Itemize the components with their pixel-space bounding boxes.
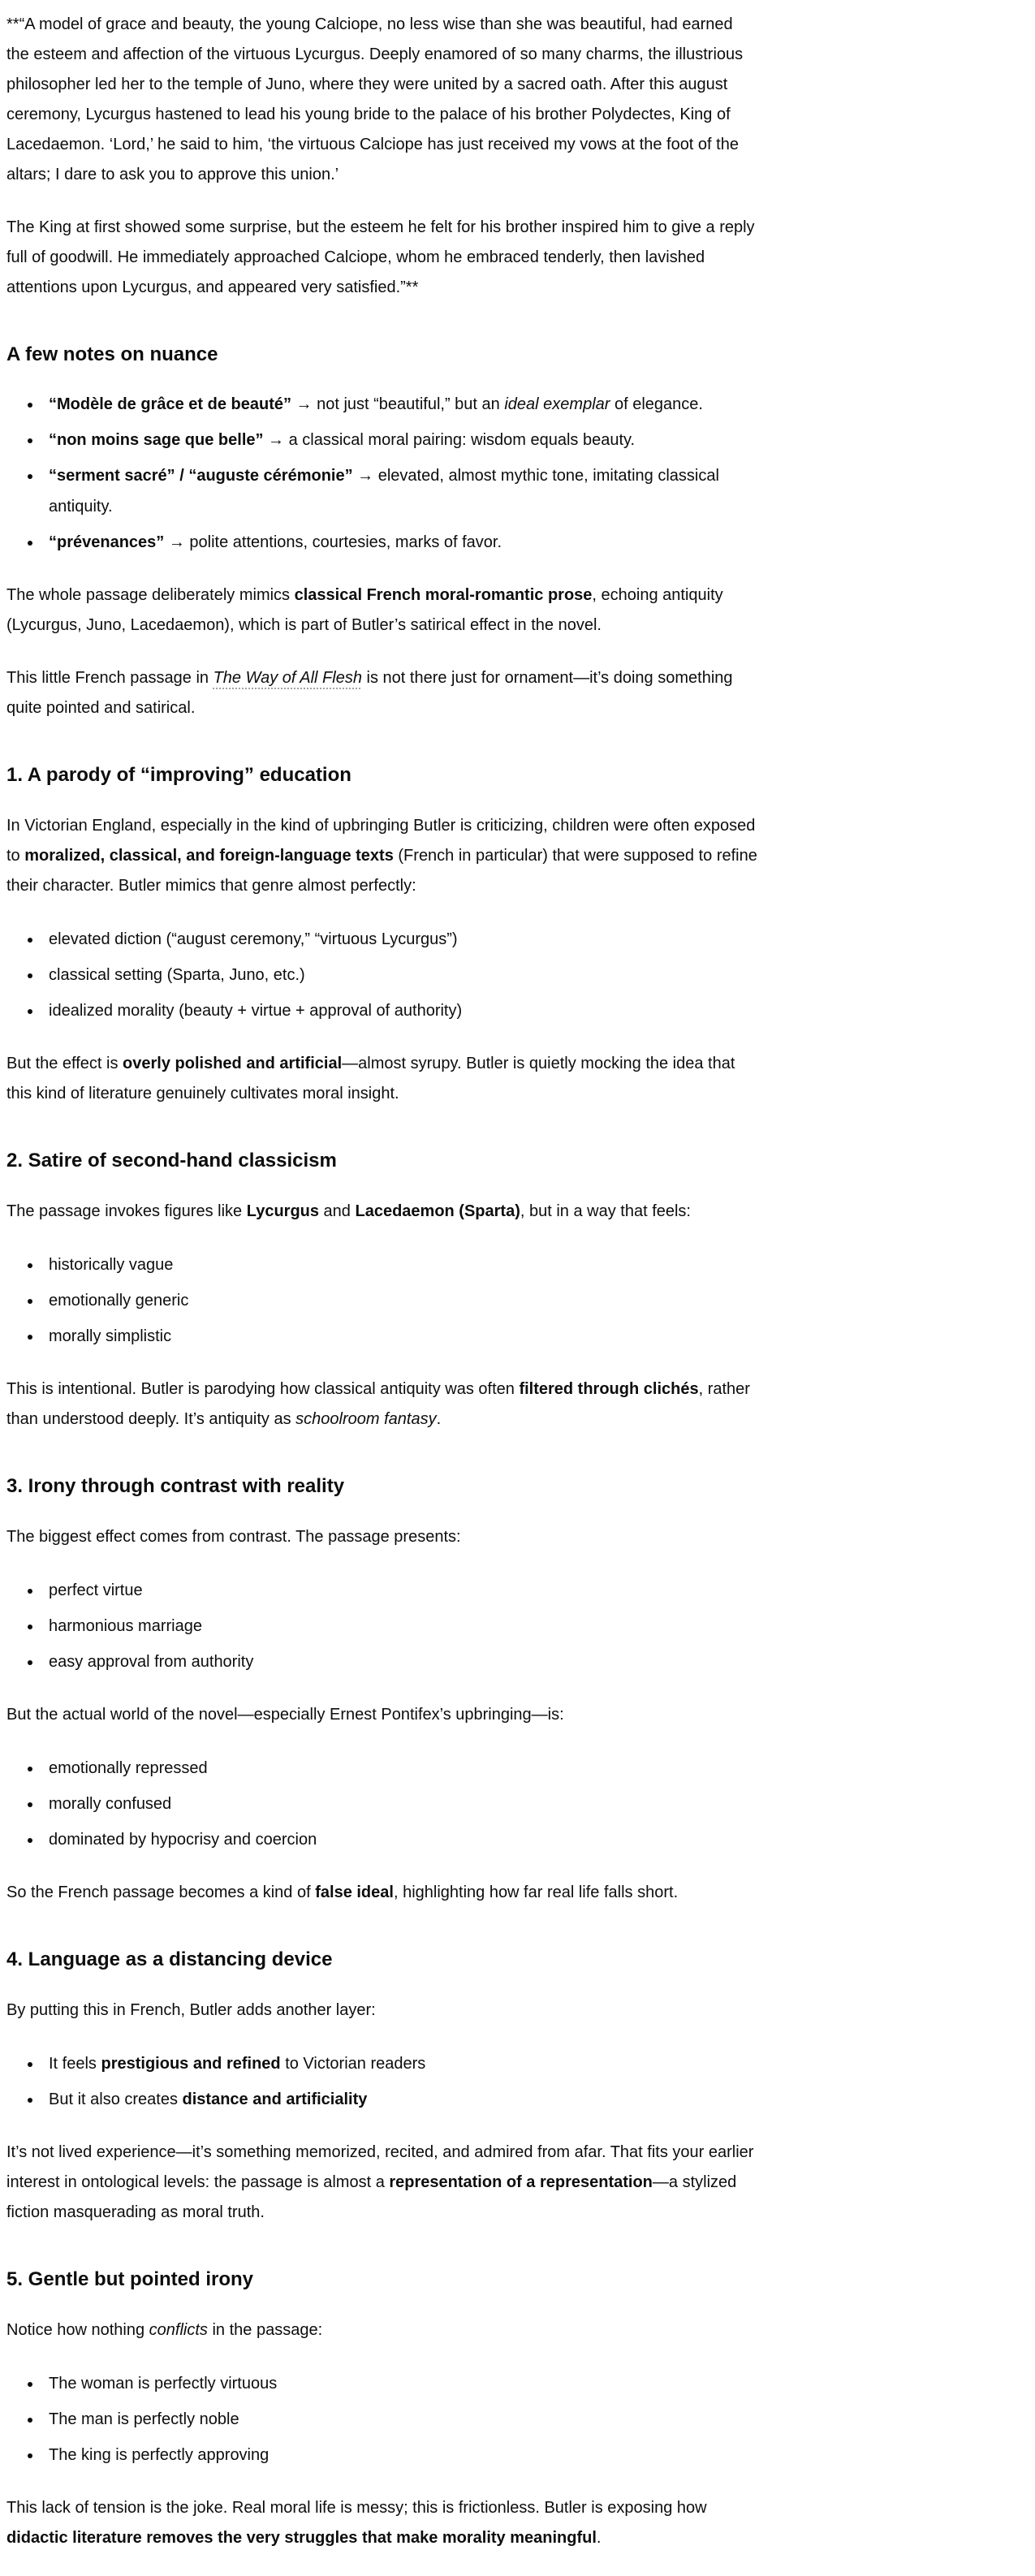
text-segment: conflicts (149, 2321, 208, 2339)
text-segment: (French in particular) that were supposed to refine their character. Butler mimics that genre almost perfectly: (6, 847, 757, 895)
text-segment: “prévenances” (49, 533, 165, 551)
text-segment: elevated diction (“august ceremony,” “virtuous Lycurgus”) (49, 930, 458, 948)
list-item (42, 2440, 758, 2470)
text-segment: “Modèle de grâce et de beauté” (49, 395, 291, 413)
text-segment: emotionally generic (49, 1292, 189, 1310)
list-item (42, 1753, 758, 1784)
text-segment: The whole passage deliberately mimics (6, 586, 295, 604)
list-item (42, 2048, 758, 2079)
section-5-heading: 5. Gentle but pointed irony (6, 2268, 254, 2290)
text-segment: idealized morality (beauty + virtue + approval of authority) (49, 1002, 463, 1020)
text-segment: moralized, classical, and foreign-language texts (24, 847, 394, 865)
text-segment: This little French passage in (6, 669, 213, 687)
text-segment: The King at first showed some surprise, but the esteem he felt for his brother inspired him to give a reply full of goodwill. He immediately approached Calciope, whom he embraced tenderly, then lavished attentions upon Lycurgus, and appeared very satisfied.”** (6, 218, 755, 296)
text-segment: , echoing antiquity (Lycurgus, Juno, Lacedaemon), which is part of Butler’s satirical effect in the novel. (6, 586, 723, 634)
text-segment: historically vague (49, 1256, 174, 1274)
text-segment: It feels (49, 2055, 101, 2073)
text-segment: But the effect is (6, 1055, 123, 1072)
list-item (42, 995, 758, 1026)
section-2-heading: 2. Satire of second-hand classicism (6, 1150, 337, 1171)
text-segment: → not just “beautiful,” but an (291, 395, 505, 413)
text-segment: classical French moral-romantic prose (294, 586, 593, 604)
section-5-list (6, 2368, 758, 2470)
section-1-list (6, 924, 758, 1026)
notes-summary-paragraph (6, 580, 758, 641)
text-segment: prestigious and refined (101, 2055, 281, 2073)
section-3-lead2-paragraph (6, 1700, 758, 1730)
section-4-list (6, 2048, 758, 2115)
text-segment: , rather than understood deeply. It’s antiquity as (6, 1380, 750, 1428)
text-segment: false ideal (315, 1883, 394, 1901)
section-3-list-ideal (6, 1575, 758, 1677)
text-segment: , but in a way that feels: (520, 1202, 691, 1220)
section-4-heading: 4. Language as a distancing device (6, 1948, 333, 1970)
text-segment: of elegance. (610, 395, 703, 413)
text-segment: Lycurgus (246, 1202, 319, 1220)
section-3-heading: 3. Irony through contrast with reality (6, 1475, 345, 1497)
text-segment: morally confused (49, 1795, 172, 1813)
text-segment: and (319, 1202, 356, 1220)
notes-heading: A few notes on nuance (6, 343, 218, 365)
text-segment: Lacedaemon (Sparta) (355, 1202, 520, 1220)
text-segment: —a stylized fiction masquerading as moral truth. (6, 2173, 737, 2221)
text-segment: → a classical moral pairing: wisdom equals beauty. (263, 431, 636, 449)
text-segment: It’s not lived experience—it’s something memorized, recited, and admired from afar. That fits your earlier interest in ontological levels: the passage is almost a (6, 2143, 754, 2191)
text-segment: **“A model of grace and beauty, the young Calciope, no less wise than she was beautiful, had earned the esteem and affection of the virtuous Lycurgus. Deeply enamored of so many charms, the illustrious philosopher led her to the temple of Juno, where they were united by a sacred oath. After this august ceremony, Lycurgus hastened to lead his young bride to the palace of his brother Polydectes, King of Lacedaemon. ‘Lord,’ he said to him, ‘the virtuous Calciope has just received my vows at the foot of the altars; I dare to ask you to approve this union.’ (6, 15, 744, 183)
text-segment: perfect virtue (49, 1581, 143, 1599)
text-segment: . (596, 2529, 602, 2547)
text-segment: emotionally repressed (49, 1759, 208, 1777)
text-segment: in the passage: (207, 2321, 323, 2339)
text-segment: → elevated, almost mythic tone, imitating classical antiquity. (49, 467, 719, 516)
list-item (42, 1575, 758, 1606)
translation-quote-paragraph-2 (6, 213, 758, 303)
text-segment: easy approval from authority (49, 1653, 254, 1671)
text-segment: filtered through clichés (519, 1380, 699, 1398)
list-item (42, 960, 758, 990)
text-segment: dominated by hypocrisy and coercion (49, 1831, 317, 1849)
list-item (42, 924, 758, 955)
list-item (42, 1321, 758, 1352)
list-item (42, 460, 758, 522)
section-5-conclusion-paragraph (6, 2493, 758, 2553)
text-segment: —almost syrupy. Butler is quietly mocking the idea that this kind of literature genuinely cultivates moral insight. (6, 1055, 735, 1102)
text-segment: schoolroom fantasy (295, 1410, 437, 1428)
analysis-intro-paragraph (6, 663, 758, 723)
text-segment: to Victorian readers (280, 2055, 426, 2073)
text-segment: harmonious marriage (49, 1617, 202, 1635)
text-segment: The man is perfectly noble (49, 2410, 239, 2428)
section-1-lead-paragraph (6, 811, 758, 901)
text-segment: The passage invokes figures like (6, 1202, 247, 1220)
nuance-notes-list (6, 389, 758, 558)
section-3-list-reality (6, 1753, 758, 1855)
list-item (42, 1824, 758, 1855)
section-4-lead-paragraph (6, 1996, 758, 2026)
text-segment: morally simplistic (49, 1327, 172, 1345)
text-segment: But the actual world of the novel—especially Ernest Pontifex’s upbringing—is: (6, 1706, 564, 1724)
section-3-conclusion-paragraph (6, 1878, 758, 1908)
list-item (42, 527, 758, 558)
list-item (42, 1249, 758, 1280)
text-segment: The woman is perfectly virtuous (49, 2375, 278, 2393)
section-1-heading: 1. A parody of “improving” education (6, 764, 351, 786)
text-segment: . (436, 1410, 442, 1428)
text-segment: In Victorian England, especially in the kind of upbringing Butler is criticizing, children were often exposed to (6, 817, 756, 865)
list-item (42, 425, 758, 455)
section-1-conclusion-paragraph (6, 1049, 758, 1109)
text-segment: The king is perfectly approving (49, 2446, 270, 2464)
text-segment: “non moins sage que belle” (49, 431, 264, 449)
section-2-list (6, 1249, 758, 1352)
book-title-link[interactable]: The Way of All Flesh (213, 669, 362, 687)
text-segment: representation of a representation (389, 2173, 653, 2191)
text-segment: → polite attentions, courtesies, marks of favor. (164, 533, 502, 551)
list-item (42, 1285, 758, 1316)
text-segment: So the French passage becomes a kind of (6, 1883, 316, 1901)
section-5-lead-paragraph (6, 2315, 758, 2345)
section-4-conclusion-paragraph (6, 2138, 758, 2228)
section-2-conclusion-paragraph (6, 1374, 758, 1435)
text-segment: By putting this in French, Butler adds another layer: (6, 2001, 376, 2019)
text-segment: ideal exemplar (504, 395, 610, 413)
list-item (42, 2084, 758, 2115)
section-2-lead-paragraph (6, 1197, 758, 1227)
list-item (42, 2404, 758, 2435)
list-item (42, 1611, 758, 1642)
text-segment: This lack of tension is the joke. Real moral life is messy; this is frictionless. Butler is exposing how (6, 2499, 707, 2517)
text-segment: “serment sacré” / “auguste cérémonie” (49, 467, 353, 485)
translation-quote-paragraph-1 (6, 10, 758, 190)
text-segment: This is intentional. Butler is parodying how classical antiquity was often (6, 1380, 520, 1398)
text-segment: classical setting (Sparta, Juno, etc.) (49, 966, 305, 984)
text-segment: , highlighting how far real life falls short. (393, 1883, 679, 1901)
text-segment: But it also creates (49, 2091, 183, 2108)
list-item (42, 389, 758, 420)
text-segment: didactic literature removes the very struggles that make morality meaningful (6, 2529, 597, 2547)
list-item (42, 1789, 758, 1819)
text-segment: overly polished and artificial (123, 1055, 343, 1072)
list-item (42, 1646, 758, 1677)
text-segment: Notice how nothing (6, 2321, 149, 2339)
list-item (42, 2368, 758, 2399)
section-3-lead-paragraph (6, 1522, 758, 1552)
text-segment: distance and artificiality (182, 2091, 368, 2108)
text-segment: is not there just for ornament—it’s doing something quite pointed and satirical. (6, 669, 733, 717)
text-segment: The biggest effect comes from contrast. The passage presents: (6, 1528, 461, 1546)
